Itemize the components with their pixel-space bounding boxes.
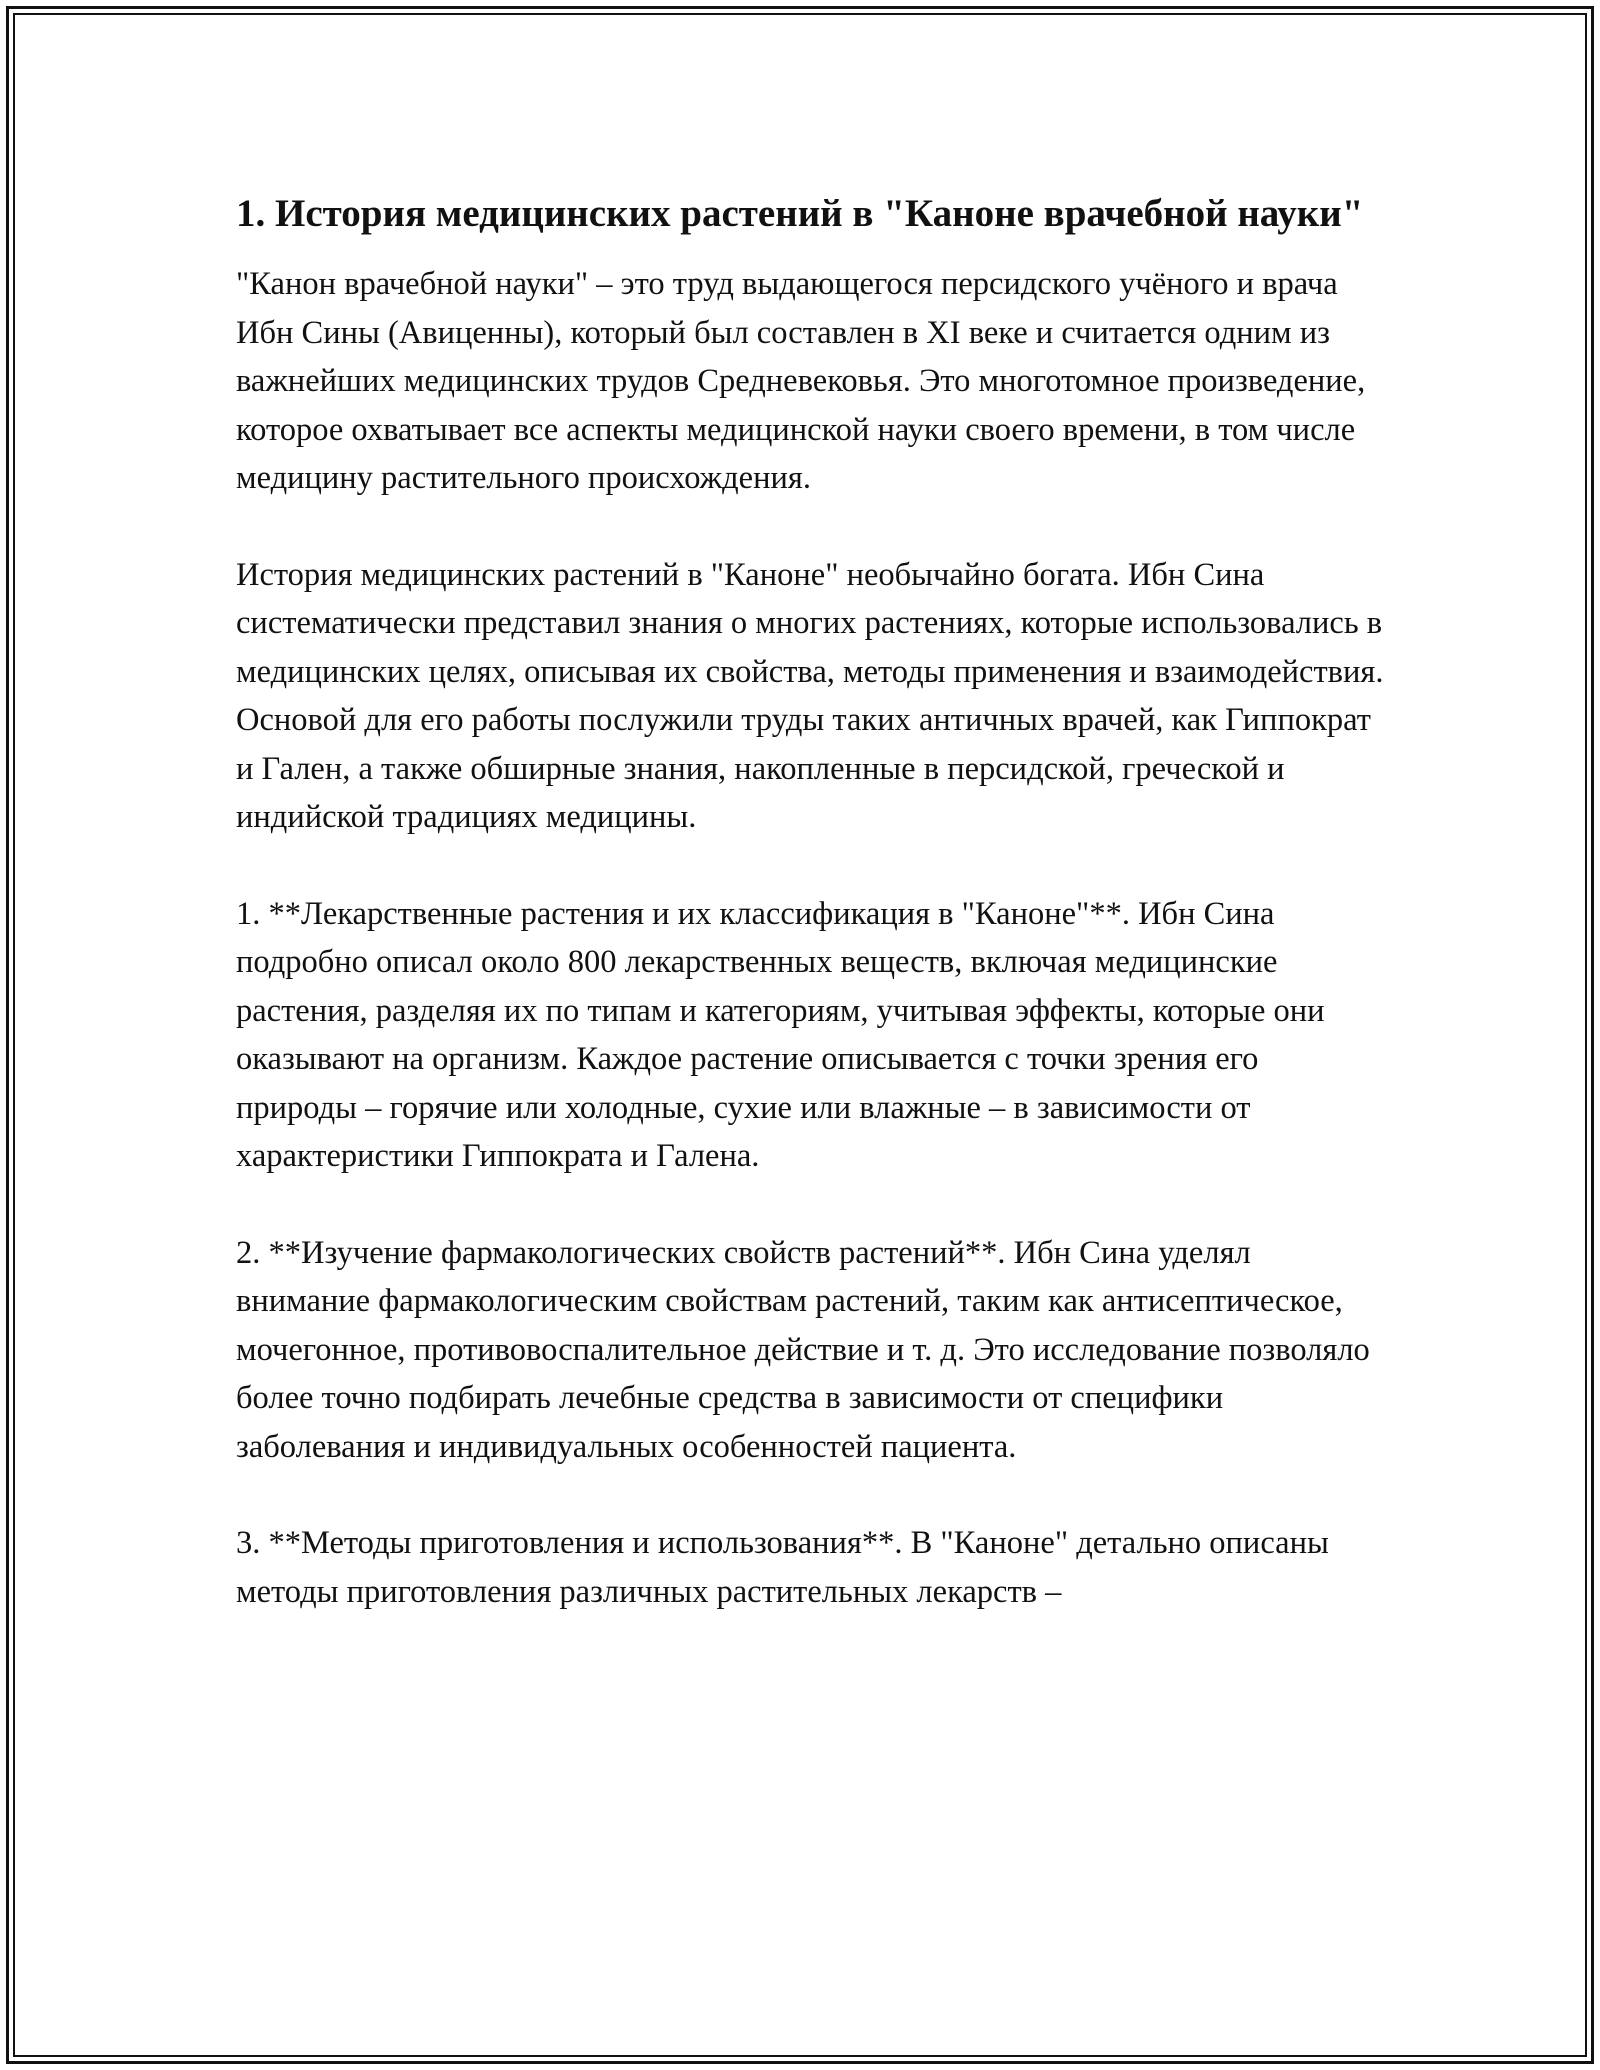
paragraph-item-1: 1. **Лекарственные растения и их классификация в "Каноне"**. Ибн Сина подробно описал около 800 лекарственных веществ, включая медицинские растения, разделяя их по типам и категориям, учитывая эффекты, которые они оказывают на организм. Каждое растение описывается с точки зрения его природы – горячие или холодные, сухие или влажные – в зависимости от характеристики Гиппократа и Галена.	[236, 895, 1325, 1174]
paragraph-history: История медицинских растений в "Каноне" необычайно богата. Ибн Сина систематически представил знания о многих растениях, которые использовались в медицинских целях, описывая их свойства, методы применения и взаимодействия. Основой для его работы послужили труды таких античных врачей, как Гиппократ и Гален, а также обширные знания, накопленные в персидской, греческой и индийской традициях медицины.	[236, 556, 1384, 835]
paragraph-item-2: 2. **Изучение фармакологических свойств растений**. Ибн Сина уделял внимание фармакологическим свойствам растений, таким как антисептическое, мочегонное, противовоспалительное действие и т. д. Это исследование позволяло более точно подбирать лечебные средства в зависимости от специфики заболевания и индивидуальных особенностей пациента.	[236, 1234, 1370, 1465]
paragraph-item-3: 3. **Методы приготовления и использования**. В "Каноне" детально описаны методы приготовления различных растительных лекарств –	[236, 1525, 1329, 1610]
paragraph-intro: "Канон врачебной науки" – это труд выдающегося персидского учёного и врача Ибн Сины (Авиценны), который был составлен в XI веке и считается одним из важнейших медицинских трудов Средневековья. Это многотомное произведение, которое охватывает все аспекты медицинской науки своего времени, в том числе медицину растительного происхождения.	[236, 266, 1366, 496]
section-heading: 1. История медицинских растений в "Каноне врачебной науки"	[236, 192, 1364, 235]
document-body	[236, 186, 1386, 1616]
